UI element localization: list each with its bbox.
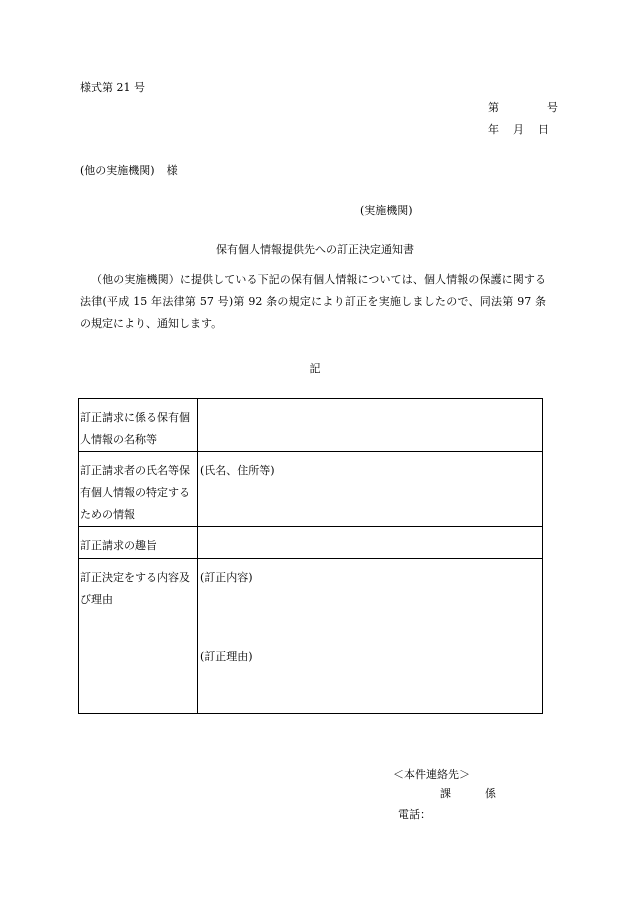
contact-section-line [440,788,496,799]
row-label: 訂正決定をする内容及び理由 [79,559,198,714]
correction-reason-label: (訂正理由) [200,650,253,663]
row-value [198,559,543,714]
correction-info-table [78,398,543,714]
staff-suffix: 係 [485,787,496,800]
addressee-name: (他の実施機関) [80,164,155,177]
body-text: （他の実施機関）に提供している下記の保有個人情報については、個人情報の保護に関する法律(平成 15 年法律第 57 号)第 92 条の規定により訂正を実施しましたので、同法第 97 条の規定により、通知します。 [80,273,546,330]
doc-number-prefix: 第 [488,101,499,114]
table-row [79,559,543,714]
contact-phone-label: 電話： [398,808,431,821]
issuer-name: (実施機関) [360,204,413,217]
document-title: 保有個人情報提供先への訂正決定通知書 [216,243,414,256]
section-suffix: 課 [440,787,451,800]
table-row [79,527,543,559]
table-row [79,399,543,452]
document-number-line [488,102,558,113]
table-row [79,452,543,527]
row-value [198,527,543,559]
row-label: 訂正請求に係る保有個人情報の名称等 [79,399,198,452]
row-value [198,399,543,452]
body-paragraph [80,269,546,335]
ki-label: 記 [309,362,321,375]
form-number: 様式第 21 号 [80,81,145,94]
contact-heading: ＜本件連絡先＞ [393,768,470,781]
row-label: 訂正請求の趣旨 [79,527,198,559]
addressee-honorific: 様 [166,164,178,177]
addressee-line [80,165,178,176]
doc-number-suffix: 号 [547,101,558,114]
row-value [198,452,543,527]
date-day: 日 [538,123,549,136]
date-month: 月 [513,123,524,136]
correction-content-label: (訂正内容) [200,571,253,584]
row-label: 訂正請求者の氏名等保有個人情報の特定するための情報 [79,452,198,527]
row-value-text: (氏名、住所等) [200,464,275,477]
date-year: 年 [488,123,499,136]
date-line [488,124,549,135]
